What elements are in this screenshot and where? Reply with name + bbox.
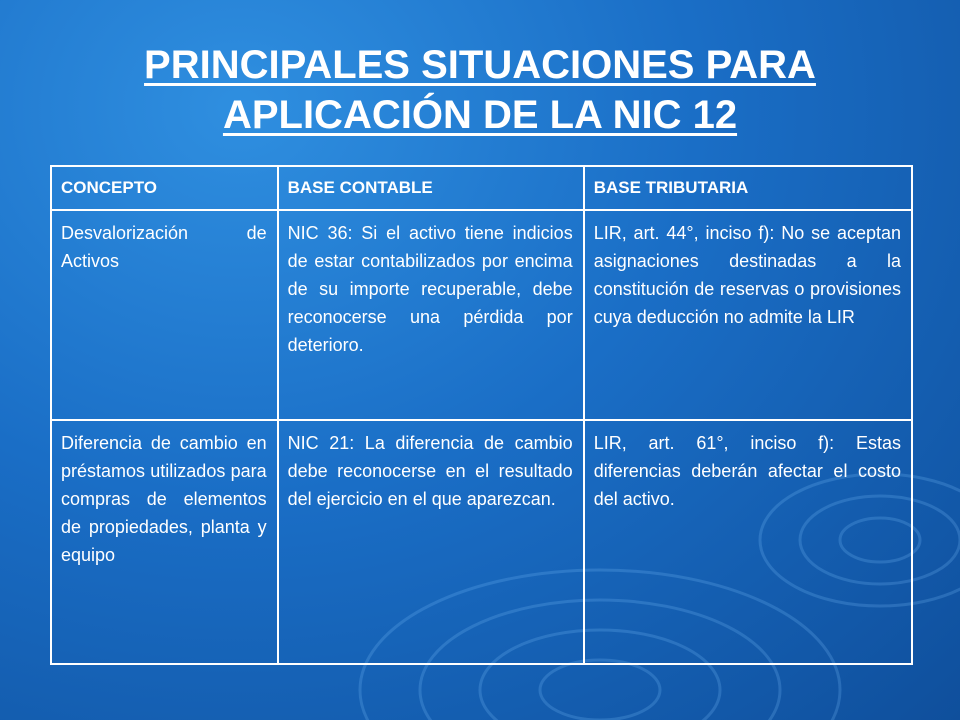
table-row bbox=[51, 420, 912, 664]
header-concepto: CONCEPTO bbox=[51, 166, 278, 210]
title-line-1: PRINCIPALES SITUACIONES PARA bbox=[144, 43, 816, 87]
nic12-situations-table bbox=[50, 165, 913, 665]
title-line-2: APLICACIÓN DE LA NIC 12 bbox=[222, 93, 738, 137]
header-base-contable: BASE CONTABLE bbox=[278, 166, 584, 210]
cell-base-contable: NIC 21: La diferencia de cambio debe reconocerse en el resultado del ejercicio en el que aparezcan. bbox=[278, 420, 584, 664]
cell-concepto: Diferencia de cambio en préstamos utilizados para compras de elementos de propiedades, planta y equipo bbox=[51, 420, 278, 664]
page-title bbox=[0, 40, 960, 140]
cell-base-tributaria: LIR, art. 61°, inciso f): Estas diferencias deberán afectar el costo del activo. bbox=[584, 420, 912, 664]
table-row bbox=[51, 210, 912, 420]
cell-base-contable: NIC 36: Si el activo tiene indicios de estar contabilizados por encima de su importe recuperable, debe reconocerse una pérdida por deterioro. bbox=[278, 210, 584, 420]
cell-base-tributaria: LIR, art. 44°, inciso f): No se aceptan asignaciones destinadas a la constitución de reservas o provisiones cuya deducción no admite la LIR bbox=[584, 210, 912, 420]
table-header-row bbox=[51, 166, 912, 210]
header-base-tributaria: BASE TRIBUTARIA bbox=[584, 166, 912, 210]
cell-concepto: Desvalorización de Activos bbox=[51, 210, 278, 420]
